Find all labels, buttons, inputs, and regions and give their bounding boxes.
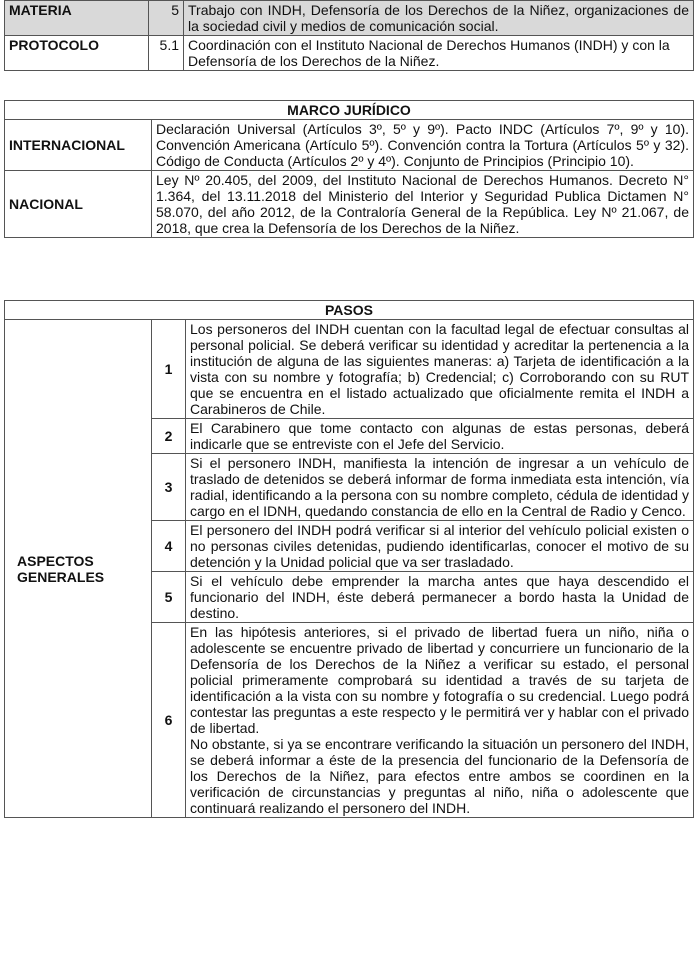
- step-text: Si el personero INDH, manifiesta la intención de ingresar a un vehículo de traslado de detenidos se deberá informar de forma inmediata esta intención, vía radial, identificando a la persona con su nombre completo, cédula de identidad y cargo en el IDNH, quedando constancia de ello en la Central de Radio y Cenco.: [186, 454, 694, 521]
- marco-text: Ley Nº 20.405, del 2009, del Instituto Nacional de Derechos Humanos. Decreto N° 1.364, del 13.11.2018 del Ministerio del Interior y Seguridad Publica Dictamen N° 58.070, del año 2012, de la Contraloría General de la República. Ley Nº 21.067, de 2018, que crea la Defensoría de los Derechos de la Niñez.: [152, 171, 694, 238]
- protocolo-num: 5.1: [149, 36, 184, 71]
- step-paragraph: No obstante, si ya se encontrare verificando la situación un personero del INDH, se deberá informar a éste de la presencia del funcionario de la Defensoría de los Derechos de la Niñez, para efectos entre ambos se coordinen en la verificación de circunstancias y preguntas al niño, niña o adolescente que continuará realizando el personero del INDH.: [190, 736, 689, 816]
- step-num: 2: [152, 419, 186, 454]
- marco-text: Declaración Universal (Artículos 3º, 5º y 9º). Pacto INDC (Artículos 7º, 9º y 10). Convención Americana (Artículo 5º). Convención contra la Tortura (Artículos 5º y 32). Código de Conducta (Artículos 2º y 4º). Conjunto de Principios (Principio 10).: [152, 120, 694, 171]
- header-table: [4, 0, 694, 71]
- step-row: [5, 320, 694, 419]
- step-paragraph: En las hipótesis anteriores, si el privado de libertad fuera un niño, niña o adolescente se encuentre privado de libertad y concurriere un funcionario de la Defensoría de los Derechos de la Niñez a verificar su estado, el personal policial primeramente comprobará su identidad a través de su tarjeta de identificación a la vista con su nombre y fotografía o su credencial. Luego podrá contestar las preguntas a este respecto y le permitirá ver y hablar con el privado de libertad.: [190, 624, 689, 736]
- step-text: El Carabinero que tome contacto con algunas de estas personas, deberá indicarle que se entreviste con el Jefe del Servicio.: [186, 419, 694, 454]
- section-label: ASPECTOS GENERALES: [5, 320, 152, 818]
- step-text: El personero del INDH podrá verificar si al interior del vehículo policial existen o no personas civiles detenidas, pudiendo identificarlas, conocer el motivo de su detención y la Unidad policial que va ser trasladado.: [186, 521, 694, 572]
- protocolo-label: PROTOCOLO: [5, 36, 149, 71]
- step-num: 6: [152, 623, 186, 818]
- marco-juridico-table: [4, 100, 694, 238]
- step-num: 5: [152, 572, 186, 623]
- marco-title: MARCO JURÍDICO: [5, 101, 694, 120]
- step-num: 4: [152, 521, 186, 572]
- step-text: [186, 623, 694, 818]
- pasos-title: PASOS: [5, 301, 694, 320]
- marco-row: [5, 120, 694, 171]
- materia-row: [5, 1, 694, 36]
- step-num: 3: [152, 454, 186, 521]
- materia-text: Trabajo con INDH, Defensoría de los Derechos de la Niñez, organizaciones de la sociedad civil y medios de comunicación social.: [184, 1, 694, 36]
- marco-label: INTERNACIONAL: [5, 120, 152, 171]
- pasos-table: [4, 300, 694, 818]
- protocolo-row: [5, 36, 694, 71]
- step-text: Los personeros del INDH cuentan con la facultad legal de efectuar consultas al personal policial. Se deberá verificar su identidad y acreditar la pertenencia a la institución de alguna de las siguientes maneras: a) Tarjeta de identificación a la vista con su nombre y fotografía; b) Credencial; c) Corroborando con su RUT que se encuentra en el listado actualizado que oficialmente remita el INDH a Carabineros de Chile.: [186, 320, 694, 419]
- materia-label: MATERIA: [5, 1, 149, 36]
- marco-row: [5, 171, 694, 238]
- step-num: 1: [152, 320, 186, 419]
- step-text: Si el vehículo debe emprender la marcha antes que haya descendido el funcionario del INDH, éste deberá permanecer a bordo hasta la Unidad de destino.: [186, 572, 694, 623]
- protocolo-text: Coordinación con el Instituto Nacional de Derechos Humanos (INDH) y con la Defensoría de los Derechos de la Niñez.: [184, 36, 694, 71]
- marco-label: NACIONAL: [5, 171, 152, 238]
- materia-num: 5: [149, 1, 184, 36]
